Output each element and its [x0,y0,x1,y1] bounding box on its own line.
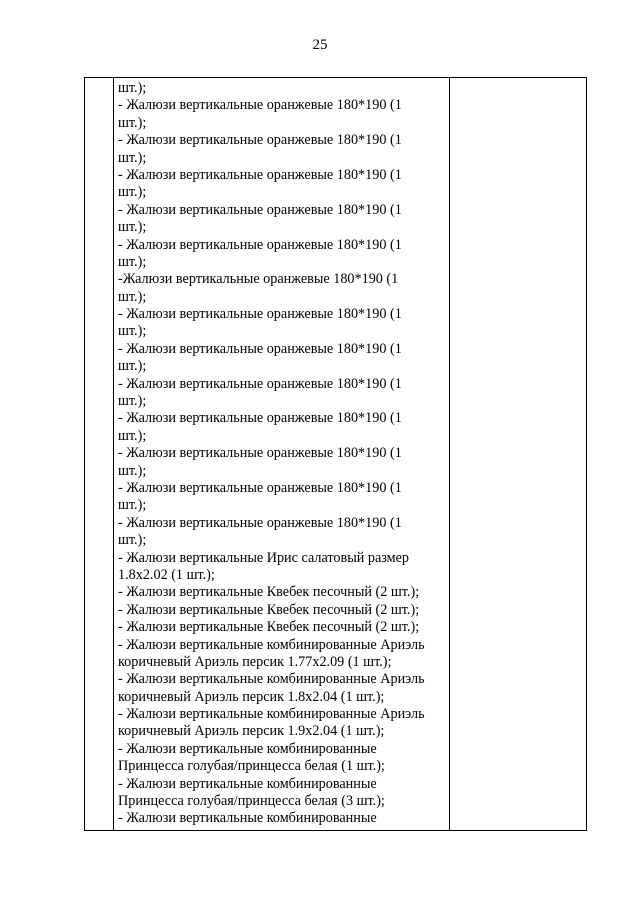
cell-line: шт.); [118,497,147,514]
cell-line: - Жалюзи вертикальные комбинированные [118,775,377,792]
cell-line: - Жалюзи вертикальные оранжевые 180*190 (1 [118,306,402,323]
cell-line: - Жалюзи вертикальные оранжевые 180*190 (1 [118,97,402,114]
cell-line: 1.8х2.02 (1 шт.); [118,566,215,583]
cell-line: - Жалюзи вертикальные Ирис салатовый размер [118,549,410,566]
cell-line: - Жалюзи вертикальные Квебек песочный (2 шт.); [118,619,420,636]
cell-line: - Жалюзи вертикальные оранжевые 180*190 (1 [118,375,402,392]
cell-line: шт.); [118,80,147,96]
cell-line: шт.); [118,149,147,166]
cell-line: коричневый Ариэль персик 1.77х2.09 (1 шт.); [118,653,392,670]
cell-line: - Жалюзи вертикальные комбинированные Ариэль [118,636,425,653]
cell-line: - Жалюзи вертикальные оранжевые 180*190 (1 [118,236,402,253]
cell-line: шт.); [118,219,147,236]
cell-line: шт.); [118,253,147,270]
cell-line: - Жалюзи вертикальные оранжевые 180*190 (1 [118,166,402,183]
cell-line: - Жалюзи вертикальные оранжевые 180*190 (1 [118,410,402,427]
cell-line: шт.); [118,358,147,375]
items-table [84,77,587,831]
cell-line: - Жалюзи вертикальные оранжевые 180*190 (1 [118,445,402,462]
cell-line: шт.); [118,532,147,549]
cell-line: -Жалюзи вертикальные оранжевые 180*190 (1 [118,271,399,288]
cell-line: - Жалюзи вертикальные комбинированные Ариэль [118,671,425,688]
cell-line: шт.); [118,462,147,479]
cell-line: - Жалюзи вертикальные оранжевые 180*190 (1 [118,132,402,149]
cell-line: - Жалюзи вертикальные Квебек песочный (2 шт.); [118,584,420,601]
cell-line: шт.); [118,114,147,131]
cell-line: шт.); [118,288,147,305]
cell-line: шт.); [118,184,147,201]
cell-line: - Жалюзи вертикальные Квебек песочный (2 шт.); [118,601,420,618]
cell-line: - Жалюзи вертикальные комбинированные [118,810,377,827]
cell-line: Принцесса голубая/принцесса белая (1 шт.); [118,758,385,775]
column-divider-left [113,78,114,830]
cell-line: - Жалюзи вертикальные оранжевые 180*190 (1 [118,479,402,496]
cell-line: шт.); [118,427,147,444]
cell-line: - Жалюзи вертикальные комбинированные [118,740,377,757]
cell-line: - Жалюзи вертикальные оранжевые 180*190 (1 [118,201,402,218]
cell-line: - Жалюзи вертикальные комбинированные Ариэль [118,706,425,723]
cell-line: шт.); [118,323,147,340]
cell-line: - Жалюзи вертикальные оранжевые 180*190 (1 [118,514,402,531]
cell-line: коричневый Ариэль персик 1.9х2.04 (1 шт.); [118,723,385,740]
cell-line: Принцесса голубая/принцесса белая (3 шт.); [118,793,385,810]
cell-line: коричневый Ариэль персик 1.8х2.04 (1 шт.); [118,688,385,705]
column-divider-right [449,78,450,830]
cell-line: шт.); [118,393,147,410]
page-number: 25 [312,37,328,53]
cell-line: - Жалюзи вертикальные оранжевые 180*190 (1 [118,340,402,357]
items-cell [118,80,448,828]
